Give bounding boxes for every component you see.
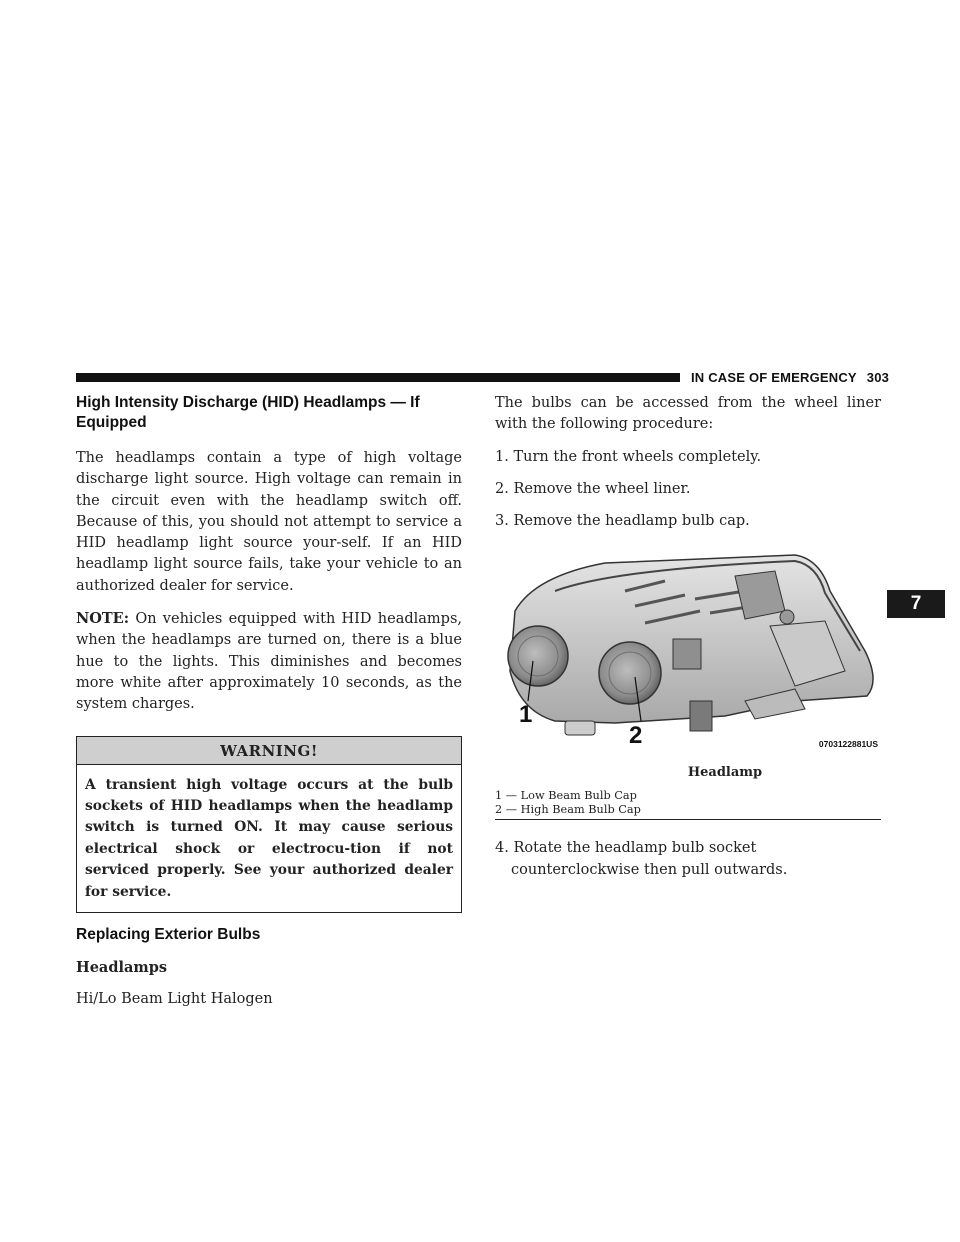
bulb-type-text: Hi/Lo Beam Light Halogen <box>76 991 273 1008</box>
hid-section-title: High Intensity Discharge (HID) Headlamps — If Equipped <box>76 394 420 431</box>
note-label: NOTE: <box>76 610 130 628</box>
right-column <box>495 393 881 881</box>
step-2: 2. Remove the wheel liner. <box>495 480 691 497</box>
figure-caption: Headlamp <box>687 765 763 781</box>
left-column <box>76 393 462 1011</box>
note-text: On vehicles equipped with HID headlamps, when the headlamps are turned on, there is a blue hue to the lights. This diminishes and becomes more white after approximately 10 seconds, as the system charges. <box>76 611 462 713</box>
replacing-bulbs-title: Replacing Exterior Bulbs <box>76 926 261 943</box>
step-1: 1. Turn the front wheels completely. <box>495 448 762 465</box>
step-3: 3. Remove the headlamp bulb cap. <box>495 513 750 530</box>
callout-1: 1 <box>519 701 533 729</box>
page-number: 303 <box>866 370 890 385</box>
header-section-title: IN CASE OF EMERGENCY <box>691 370 857 385</box>
warning-title: WARNING! <box>77 737 461 765</box>
running-header <box>691 370 889 385</box>
headlamp-figure <box>495 551 881 751</box>
procedure-intro: The bulbs can be accessed from the wheel liner with the following procedure: <box>495 395 881 433</box>
header-rule <box>76 373 680 382</box>
legend-rule <box>495 819 881 820</box>
figure-legend <box>495 789 881 817</box>
warning-text: A transient high voltage occurs at the bulb sockets of HID headlamps when the headlamp switch is turned ON. It may cause serious electrical shock or electrocu-tion if not serviced properly. See your authorized dealer for service. <box>85 776 453 900</box>
warning-box <box>76 736 462 913</box>
headlamp-illustration <box>495 551 881 751</box>
step-4: 4. Rotate the headlamp bulb socket counterclockwise then pull outwards. <box>495 840 788 878</box>
legend-item-1: 1 — Low Beam Bulb Cap <box>495 789 637 803</box>
note-paragraph <box>76 608 462 715</box>
hid-paragraph: The headlamps contain a type of high voltage discharge light source. High voltage can remain in the circuit even with the headlamp switch off. Because of this, you should not attempt to service a HID headlamp light source your-self. If an HID headlamp light source fails, take your vehicle to an authorized dealer for service. <box>76 450 462 594</box>
callout-2: 2 <box>629 722 643 750</box>
legend-item-2: 2 — High Beam Bulb Cap <box>495 803 641 817</box>
chapter-tab: 7 <box>887 590 945 618</box>
figure-code: 0703122881US <box>818 739 878 750</box>
headlamps-subheading: Headlamps <box>76 959 168 976</box>
